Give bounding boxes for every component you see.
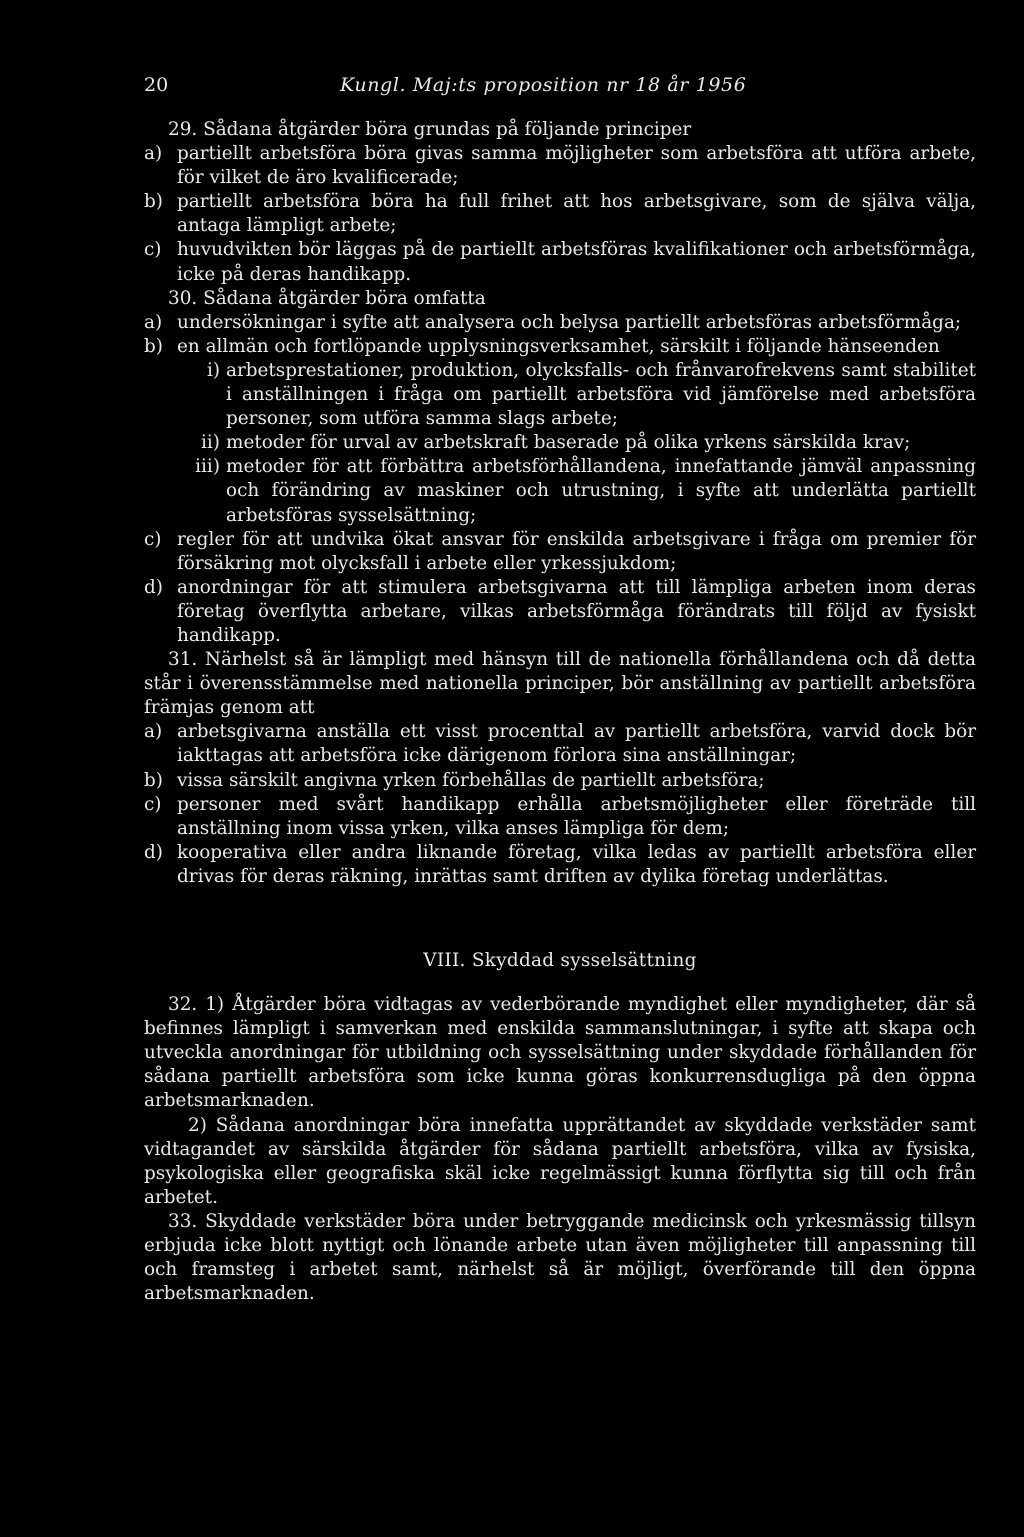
- item-label: b): [144, 769, 163, 791]
- paragraph-29-item-b: [144, 190, 976, 238]
- item-text: arbetsgivarna anställa ett visst procenttal av partiellt arbetsföra, varvid dock bör iakttagas att arbetsföra icke därigenom förlora sina anställningar;: [177, 721, 976, 767]
- item-label: a): [144, 721, 163, 743]
- paragraph-30-item-c: [144, 528, 976, 576]
- item-text: en allmän och fortlöpande upplysningsverksamhet, särskilt i följande hänseenden: [177, 335, 940, 357]
- subitem-text: metoder för att förbättra arbetsförhållandena, innefattande jämväl anpassning och förändring av maskiner och utrustning, i syfte att underlätta partiellt arbetsföras sysselsättning;: [226, 456, 976, 526]
- item-text: undersökningar i syfte att analysera och belysa partiellt arbetsföras arbetsförmåga;: [177, 311, 962, 333]
- item-text: anordningar för att stimulera arbetsgivarna att till lämpliga arbeten inom deras företag överflytta arbetare, vilkas arbetsförmåga förändrats till följd av fysiskt handikapp.: [177, 576, 976, 646]
- item-text: kooperativa eller andra liknande företag, vilka ledas av partiellt arbetsföra eller drivas för deras räkning, inrättas samt driften av dylika företag underlättas.: [177, 841, 976, 887]
- paragraph-32-part-2: 2) Sådana anordningar böra innefatta upprättandet av skyddade verkstäder samt vidtagandet av särskilda åtgärder för sådana partiellt arbetsföra, vilka av fysiska, psykologiska eller geografiska skäl icke regelmässigt kunna förflytta sig till och från arbetet.: [144, 1114, 976, 1208]
- item-text: vissa särskilt angivna yrken förbehållas de partiellt arbetsföra;: [177, 769, 765, 791]
- item-label: a): [144, 311, 163, 333]
- paragraph-30-item-a: [144, 311, 976, 335]
- section-heading: VIII. Skyddad sysselsättning: [423, 950, 697, 971]
- item-label: d): [144, 576, 163, 598]
- paragraph-30-item-b: [144, 335, 976, 359]
- subitem-label: iii): [195, 456, 220, 478]
- item-text: personer med svårt handikapp erhålla arbetsmöjligheter eller företräde till anställning inom vissa yrken, vilka anses lämpliga för dem;: [177, 793, 976, 839]
- paragraph-31-item-a: [144, 720, 976, 768]
- paragraph-31-item-d: [144, 841, 976, 889]
- paragraph-33: 33. Skyddade verkstäder böra under betryggande medicinsk och yrkesmässig tillsyn erbjuda icke blott nyttigt och lönande arbete utan även möjligheter till anpassning till och framsteg i arbetet samt, närhelst så är möjligt, överförande till den öppna arbetsmarknaden.: [144, 1210, 976, 1305]
- item-label: b): [144, 335, 163, 357]
- item-label: c): [144, 239, 162, 261]
- subitem-text: metoder för urval av arbetskraft baserade på olika yrkens särskilda krav;: [226, 432, 911, 454]
- item-label: c): [144, 528, 162, 550]
- document-page: [144, 72, 976, 1306]
- page-header: [144, 72, 976, 106]
- paragraph-32-part-1: 32. 1) Åtgärder böra vidtagas av vederbörande myndighet eller myndigheter, där så befinnes lämpligt i samverkan med enskilda sammanslutningar, i syfte att skapa och utveckla anordningar för utbildning och sysselsättning under skyddade förhållanden för sådana partiellt arbetsföra som icke kunna göras konkurrensdugliga på den öppna arbetsmarknaden.: [144, 994, 976, 1112]
- item-text: partiellt arbetsföra böra givas samma möjligheter som arbetsföra att utföra arbete, för vilket de äro kvalificerade;: [177, 143, 976, 189]
- paragraph-29-item-a: [144, 142, 976, 190]
- paragraph-30-intro: 30. Sådana åtgärder böra omfatta: [168, 287, 486, 309]
- subitem-label: ii): [201, 432, 220, 454]
- item-label: d): [144, 841, 163, 863]
- page-number: 20: [144, 74, 169, 96]
- subitem-text: arbetsprestationer, produktion, olycksfalls- och frånvarofrekvens samt stabilitet i anställningen i fråga om partiellt arbetsföra vid jämförelse med arbetsföra personer, som utföra samma slags arbete;: [226, 359, 976, 430]
- paragraph-30-subitem-i: [144, 359, 976, 431]
- paragraph-30-item-d: [144, 576, 976, 648]
- paragraph-30-subitem-iii: [144, 455, 976, 527]
- subitem-label: i): [206, 359, 220, 381]
- paragraph-30-subitem-ii: [144, 431, 976, 455]
- paragraph-29-intro: 29. Sådana åtgärder böra grundas på följande principer: [168, 119, 692, 140]
- item-text: partiellt arbetsföra böra ha full frihet att hos arbetsgivare, som de själva välja, antaga lämpligt arbete;: [177, 191, 976, 237]
- paragraph-31-item-c: [144, 793, 976, 841]
- item-text: regler för att undvika ökat ansvar för enskilda arbetsgivare i fråga om premier för försäkring mot olycksfall i arbete eller yrkessjukdom;: [177, 528, 976, 574]
- document-body: [144, 118, 976, 1306]
- item-label: a): [144, 143, 163, 165]
- item-text: huvudvikten bör läggas på de partiellt arbetsföras kvalifikationer och arbetsförmåga, icke på deras handikapp.: [177, 239, 976, 285]
- paragraph-31-item-b: [144, 769, 976, 793]
- paragraph-29-item-c: [144, 238, 976, 286]
- paragraph-31-intro: 31. Närhelst så är lämpligt med hänsyn till de nationella förhållandena och då detta står i överensstämmelse med nationella principer, bör anställning av partiellt arbetsföra främjas genom att: [144, 649, 976, 719]
- item-label: b): [144, 191, 163, 213]
- running-title: Kungl. Maj:ts proposition nr 18 år 1956: [340, 74, 747, 96]
- item-label: c): [144, 793, 162, 815]
